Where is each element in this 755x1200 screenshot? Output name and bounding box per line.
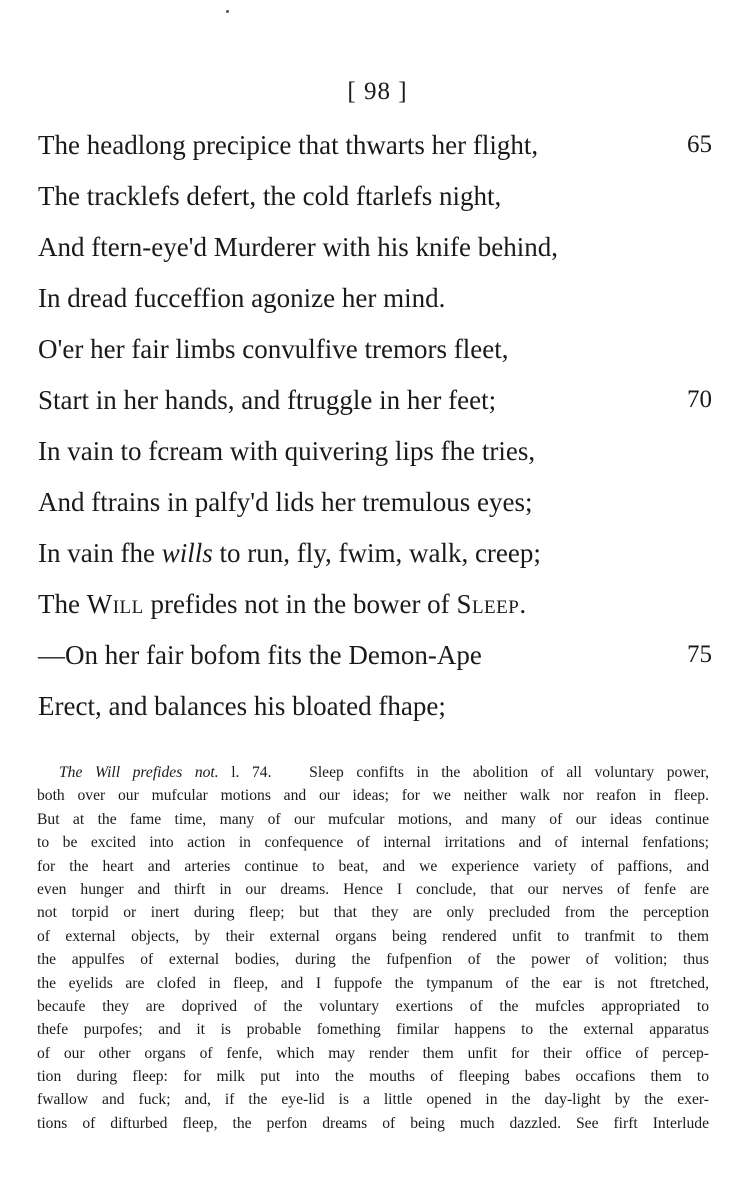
footnote-line: thefe purpofes; and it is probable fomething fimilar happens to the external apparatus [37, 1021, 709, 1039]
footnote-text: Sleep confifts in the abolition of all voluntary power, [309, 764, 710, 781]
verse-line [38, 227, 718, 278]
verse-line [38, 431, 718, 482]
verse-line [38, 176, 718, 227]
verse-line [38, 380, 718, 431]
ink-speck [226, 10, 229, 13]
line-number: 70 [687, 386, 712, 413]
footnote-line: But at the fame time, many of our mufcular motions, and many of our ideas continue [37, 810, 709, 828]
verse-text-pre: The [38, 589, 87, 619]
verse-text: —On her fair bofom fits the Demon-Ape [38, 640, 482, 670]
verse-line [38, 329, 718, 380]
verse-small-caps: Will [86, 589, 144, 619]
footnote-line: tions of difturbed fleep, the perfon dreams of being much dazzled. See firft Interlude [37, 1114, 709, 1132]
verse-line [38, 482, 718, 533]
verse-text: In vain to fcream with quivering lips fhe tries, [38, 436, 536, 466]
verse-emphasis: wills [161, 538, 213, 568]
verse-line [38, 533, 718, 584]
line-number: 75 [687, 641, 712, 668]
verse-text: Start in her hands, and ftruggle in her feet; [38, 385, 497, 415]
verse-text-post: to run, fly, fwim, walk, creep; [212, 538, 541, 568]
page-number: [ 98 ] [347, 78, 408, 105]
verse-text-pre: In vain fhe [38, 538, 162, 568]
verse-text: The headlong precipice that thwarts her flight, [38, 130, 539, 160]
verse-small-caps: Sleep. [456, 589, 527, 619]
verse-text: The tracklefs defert, the cold ftarlefs night, [38, 181, 502, 211]
footnote-line: tion during fleep: for milk put into the mouths of fleeping babes occafions them to [37, 1068, 709, 1086]
footnote-line: even hunger and thirft in our dreams. Hence I conclude, that our nerves of fenfe are [37, 880, 709, 898]
verse-text: In dread fucceffion agonize her mind. [38, 283, 446, 313]
footnote-line: the eyelids are clofed in fleep, and I fuppofe the tympanum of the ear is not ftretched, [37, 974, 709, 992]
footnote-line: the appulfes of external bodies, during the fufpenfion of the power of volition; thus [37, 951, 709, 969]
footnote-line: not torpid or inert during fleep; but that they are only precluded from the perception [37, 904, 709, 922]
verse-line [38, 686, 718, 737]
footnote-line: becaufe they are doprived of the voluntary exertions of the mufcles appropriated to [37, 997, 709, 1015]
footnote [37, 761, 709, 1135]
footnote-line: fwallow and fuck; and, if the eye-lid is a little opened in the day-light by the exer- [37, 1091, 709, 1109]
verse-text: O'er her fair limbs convulfive tremors fleet, [38, 334, 509, 364]
poem-stanza [38, 125, 718, 737]
verse-line [38, 125, 718, 176]
footnote-ref: l. 74. [218, 764, 272, 781]
line-number: 65 [687, 131, 712, 158]
footnote-line: for the heart and arteries continue to beat, and we experience variety of paffions, and [37, 857, 709, 875]
footnote-line: both over our mufcular motions and our ideas; for we neither walk nor reafon in fleep. [37, 787, 709, 805]
footnote-lead: The Will prefides not. [59, 764, 219, 781]
footnote-line: of external objects, by their external organs being rendered unfit to tranfmit to them [37, 927, 709, 945]
verse-text: Erect, and balances his bloated fhape; [38, 691, 446, 721]
verse-line [38, 278, 718, 329]
verse-text: And ftrains in palfy'd lids her tremulous eyes; [38, 487, 533, 517]
verse-text: And ftern-eye'd Murderer with his knife behind, [38, 232, 558, 262]
verse-text-mid: prefides not in the bower of [143, 589, 457, 619]
footnote-line: of our other organs of fenfe, which may render them unfit for their office of percep- [37, 1044, 709, 1062]
verse-line [38, 584, 718, 635]
verse-line [38, 635, 718, 686]
footnote-line [37, 761, 709, 784]
footnote-line: to be excited into action in confequence of internal irritations and of internal fenfations; [37, 834, 709, 852]
